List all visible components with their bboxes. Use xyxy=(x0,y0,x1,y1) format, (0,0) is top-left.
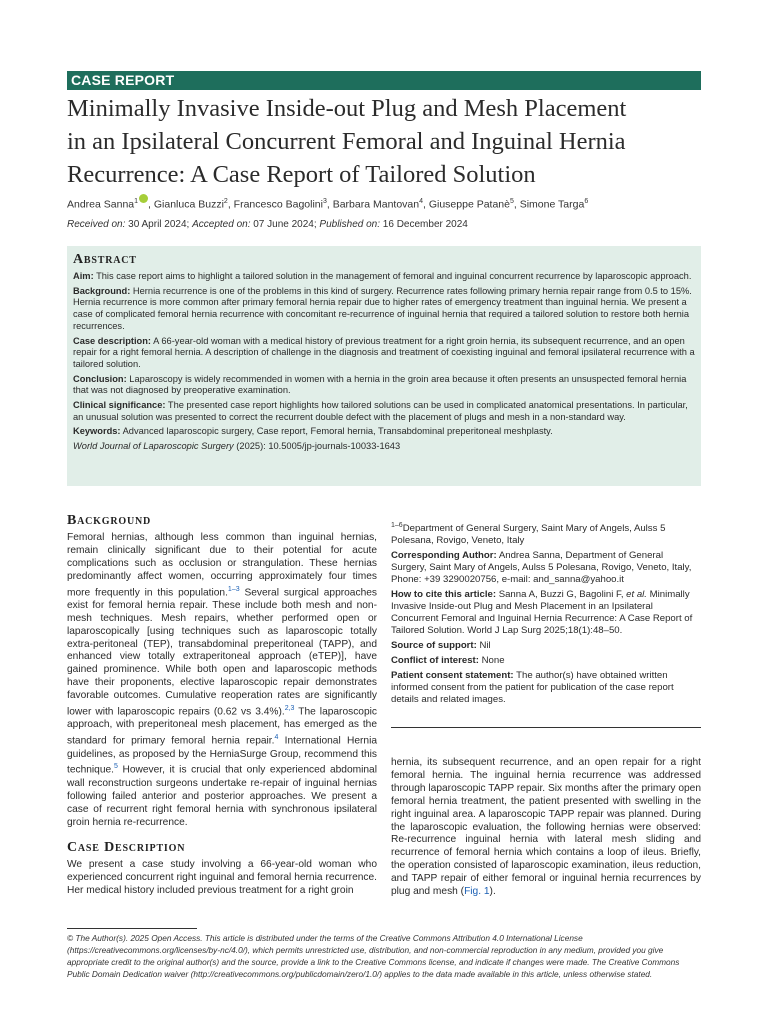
footer-divider xyxy=(67,928,197,929)
background-text-2: Several surgical approaches exist for femoral hernia repair. These include both mesh and non-mesh techniques. Mesh repairs, whether performed open or laparoscopically [using techniques such as laparoscopic totally extra-peritoneal (TEP), transabdominal preperitoneal (TAPP), and enhanced view totally extraperitoneal approach (eTEP)], have gained prominence. While both open and laparoscopic methods have their proponents, elective laparoscopic repair demonstrates favorable outcomes. Cumulative reoperation rates are significantly lower with laparoscopic repairs (0.62 vs 3.4%). xyxy=(67,586,377,718)
cite-etal: et al. xyxy=(626,589,647,601)
author-affiliation-sup: 1 xyxy=(134,198,139,205)
received-label: Received on: xyxy=(67,219,126,230)
conclusion-label: Conclusion: xyxy=(73,373,127,384)
author-affiliation-sup: 2 xyxy=(223,198,228,205)
conflict-text: None xyxy=(478,655,505,667)
patient-consent xyxy=(391,670,701,706)
corresponding-author xyxy=(391,550,701,586)
case-continued-end: ). xyxy=(489,886,496,898)
cite-text-b: Minimally Invasive Inside-out Plug and Mesh Placement in an Ipsilateral Concurrent Femoral and Inguinal Hernia Recurrence: A Case Report of Tailored Solution. World J Lap Surg 2025;18(1):48–50. xyxy=(391,589,693,637)
author-affiliation-sup: 3 xyxy=(322,198,327,205)
author-name[interactable]: , Simone Targa xyxy=(513,198,585,211)
background-text-4: International Hernia guidelines, as proposed by the HerniaSurge Group, recommend this technique. xyxy=(67,735,378,776)
author-name[interactable]: , Barbara Mantovan xyxy=(326,198,420,211)
case-label: Case description: xyxy=(73,335,152,346)
abstract-case xyxy=(73,336,696,371)
cite-text-a: Sanna A, Buzzi G, Bagolini F, xyxy=(496,589,627,601)
case-description-heading: Case Description xyxy=(67,840,186,856)
background-label: Background: xyxy=(73,285,131,296)
conflict-of-interest xyxy=(391,655,701,667)
abstract-keywords xyxy=(73,426,696,438)
abstract-background xyxy=(73,286,696,333)
title-line-2: in an Ipsilateral Concurrent Femoral and Inguinal Hernia xyxy=(67,128,626,155)
background-text-3: The laparoscopic approach, with preperitoneal mesh placement, has emerged as the standard for primary femoral hernia repair. xyxy=(67,706,377,747)
title-line-3: Recurrence: A Case Report of Tailored Solution xyxy=(67,161,536,188)
article-title xyxy=(67,92,707,191)
reference-link[interactable]: 4 xyxy=(274,734,279,742)
cite-label: How to cite this article: xyxy=(391,589,497,601)
received-date: 30 April 2024; xyxy=(125,219,193,230)
title-line-1: Minimally Invasive Inside-out Plug and Mesh Placement xyxy=(67,95,627,122)
affiliation-text: Department of General Surgery, Saint Mary of Angels, Aulss 5 Polesana, Rovigo, Veneto, Italy xyxy=(391,523,666,547)
keywords-label: Keywords: xyxy=(73,426,121,437)
aim-label: Aim: xyxy=(73,271,94,281)
figure-link[interactable]: Fig. 1 xyxy=(464,886,490,898)
left-column xyxy=(67,515,377,898)
background-text-1: Femoral hernias, although less common than inguinal hernias, remain clinically significant due to their potential for acute complications such as occlusion or strangulation. These hernias predominantly affect women, occurring approximately four times more frequently in this population. xyxy=(67,531,377,598)
publication-dates xyxy=(67,219,707,230)
author-name[interactable]: , Giuseppe Patanè xyxy=(423,198,510,211)
accepted-date: 07 June 2024; xyxy=(250,219,320,230)
conflict-label: Conflict of interest: xyxy=(391,655,479,667)
reference-link[interactable]: 5 xyxy=(114,763,118,771)
how-to-cite xyxy=(391,589,701,637)
doi-text[interactable]: (2025): 10.5005/jp-journals-10033-1643 xyxy=(233,441,401,452)
significance-text: The presented case report highlights how tailored solutions can be used in complicated anatomical presentations. In particular, an unusual solution was presented to correct the recurrent double defect with the placement of plugs and mesh in a non-standard way. xyxy=(73,400,688,422)
abstract-aim xyxy=(73,271,696,283)
background-text-5: However, it is crucial that only experienced abdominal wall reconstruction surgeons undertake re-repair of inguinal hernias following failed anterior and posterior approaches. We present a case of recurrent right femoral hernia with synchronous ipsilateral groin hernia re-recurrence. xyxy=(67,764,377,828)
corresponding-label: Corresponding Author: xyxy=(391,550,497,562)
source-of-support xyxy=(391,640,701,652)
consent-text: The author(s) have obtained written informed consent from the patient for publication of the case report details and related images. xyxy=(391,670,674,706)
published-label: Published on: xyxy=(319,219,381,230)
article-metadata xyxy=(391,520,701,709)
article-type-banner: CASE REPORT xyxy=(67,71,701,90)
affiliation-sup: 1–6 xyxy=(391,522,403,529)
right-column xyxy=(391,757,701,899)
background-paragraph xyxy=(67,532,377,830)
reference-link[interactable]: 2,3 xyxy=(284,705,295,713)
affiliation xyxy=(391,520,701,547)
case-text: A 66-year-old woman with a medical history of previous treatment for a right groin hernia, its subsequent recurrence, and an open repair for a right femoral hernia. A description of challenge in the diagnosis and treatment of coexisting inguinal and femoral ipsilateral recurrence with a tailored solution. xyxy=(73,335,695,369)
metadata-divider xyxy=(391,727,701,728)
author-affiliation-sup: 6 xyxy=(584,198,589,205)
corresponding-text: Andrea Sanna, Department of General Surgery, Saint Mary of Angels, Aulss 5 Polesana, Rovigo, Veneto, Italy, Phone: +39 3290020756, e-mail: and_sanna@yahoo.it xyxy=(391,550,692,586)
journal-citation xyxy=(73,441,696,451)
background-heading: Background xyxy=(67,513,152,528)
license-footer: © The Author(s). 2025 Open Access. This article is distributed under the terms of the Creative Commons Attribution 4.0 International License (https://creativecommons.org/licenses/by-nc/4.0/), which permits unrestricted use, distribution, and non-commercial reproduction in any medium, provided you give appropriate credit to the original author(s) and the source, provide a link to the Creative Commons license, and indicate if changes were made. The Creative Commons Public Domain Dedication waiver (http://creativecommons.org/publicdomain/zero/1.0/) applies to the data made available in this article, unless otherwise stated. xyxy=(67,933,680,979)
author-name[interactable]: , Gianluca Buzzi xyxy=(148,198,224,211)
support-label: Source of support: xyxy=(391,640,477,652)
author-affiliation-sup: 4 xyxy=(419,198,423,205)
orcid-icon[interactable] xyxy=(139,194,148,203)
abstract-significance xyxy=(73,400,696,423)
reference-link[interactable]: 1–3 xyxy=(227,585,240,593)
published-date: 16 December 2024 xyxy=(380,219,468,230)
author-name[interactable]: Andrea Sanna xyxy=(67,198,135,211)
case-continued-text: hernia, its subsequent recurrence, and an open repair for a right femoral hernia. The inguinal hernia recurrence was addressed through laparoscopic TAPP repair. Six months after the primary open femoral hernia treatment, the patient presented with swelling in the right inguinal area. A laparoscopic TAPP repair was planned. During the laparoscopic evaluation, the following hernias were observed: Re-recurrence inguinal hernia with lateral mesh sliding and recurrence of femoral hernia which contains a loop of ileus. Briefly, the operation consisted of laparoscopic examination, ileus reduction, and TAPP repair of either femoral or inguinal hernia recurrences by plug and mesh ( xyxy=(391,757,701,898)
significance-label: Clinical significance: xyxy=(73,400,166,411)
consent-label: Patient consent statement: xyxy=(391,670,514,682)
background-text: Hernia recurrence is one of the problems in this kind of surgery. Recurrence rates following primary hernia repair range from 0.5 to 15%. Hernia recurrence is more common after primary femoral hernia repair due to higher rates of emergency treatment than inguinal hernia. We present a case of complicated femoral hernia recurrence with concomitant re-recurrence of inguinal hernia that required a tailored solution to restore both hernia recurrences. xyxy=(73,285,692,331)
case-description-paragraph: We present a case study involving a 66-year-old woman who experienced concurrent right inguinal and femoral hernia recurrence. Her medical history included previous treatment for a right groin xyxy=(67,859,377,897)
abstract-heading: Abstract xyxy=(73,252,137,267)
accepted-label: Accepted on: xyxy=(192,219,251,230)
case-continued-paragraph xyxy=(391,757,701,899)
abstract-conclusion xyxy=(73,374,696,397)
author-affiliation-sup: 5 xyxy=(509,198,514,205)
abstract-box xyxy=(67,246,701,486)
conclusion-text: Laparoscopy is widely recommended in women with a hernia in the groin area because it often presents an unsuspected femoral hernia that was not diagnosed by preoperative examination. xyxy=(73,373,687,396)
author-name[interactable]: , Francesco Bagolini xyxy=(227,198,323,211)
keywords-text: Advanced laparoscopic surgery, Case report, Femoral hernia, Transabdominal preperitoneal meshplasty. xyxy=(120,426,553,437)
journal-name: World Journal of Laparoscopic Surgery xyxy=(73,441,234,452)
author-list xyxy=(67,194,707,211)
support-text: Nil xyxy=(476,640,491,652)
aim-text: This case report aims to highlight a tailored solution in the management of femoral and inguinal concurrent recurrence by laparoscopic approach. xyxy=(93,271,692,281)
